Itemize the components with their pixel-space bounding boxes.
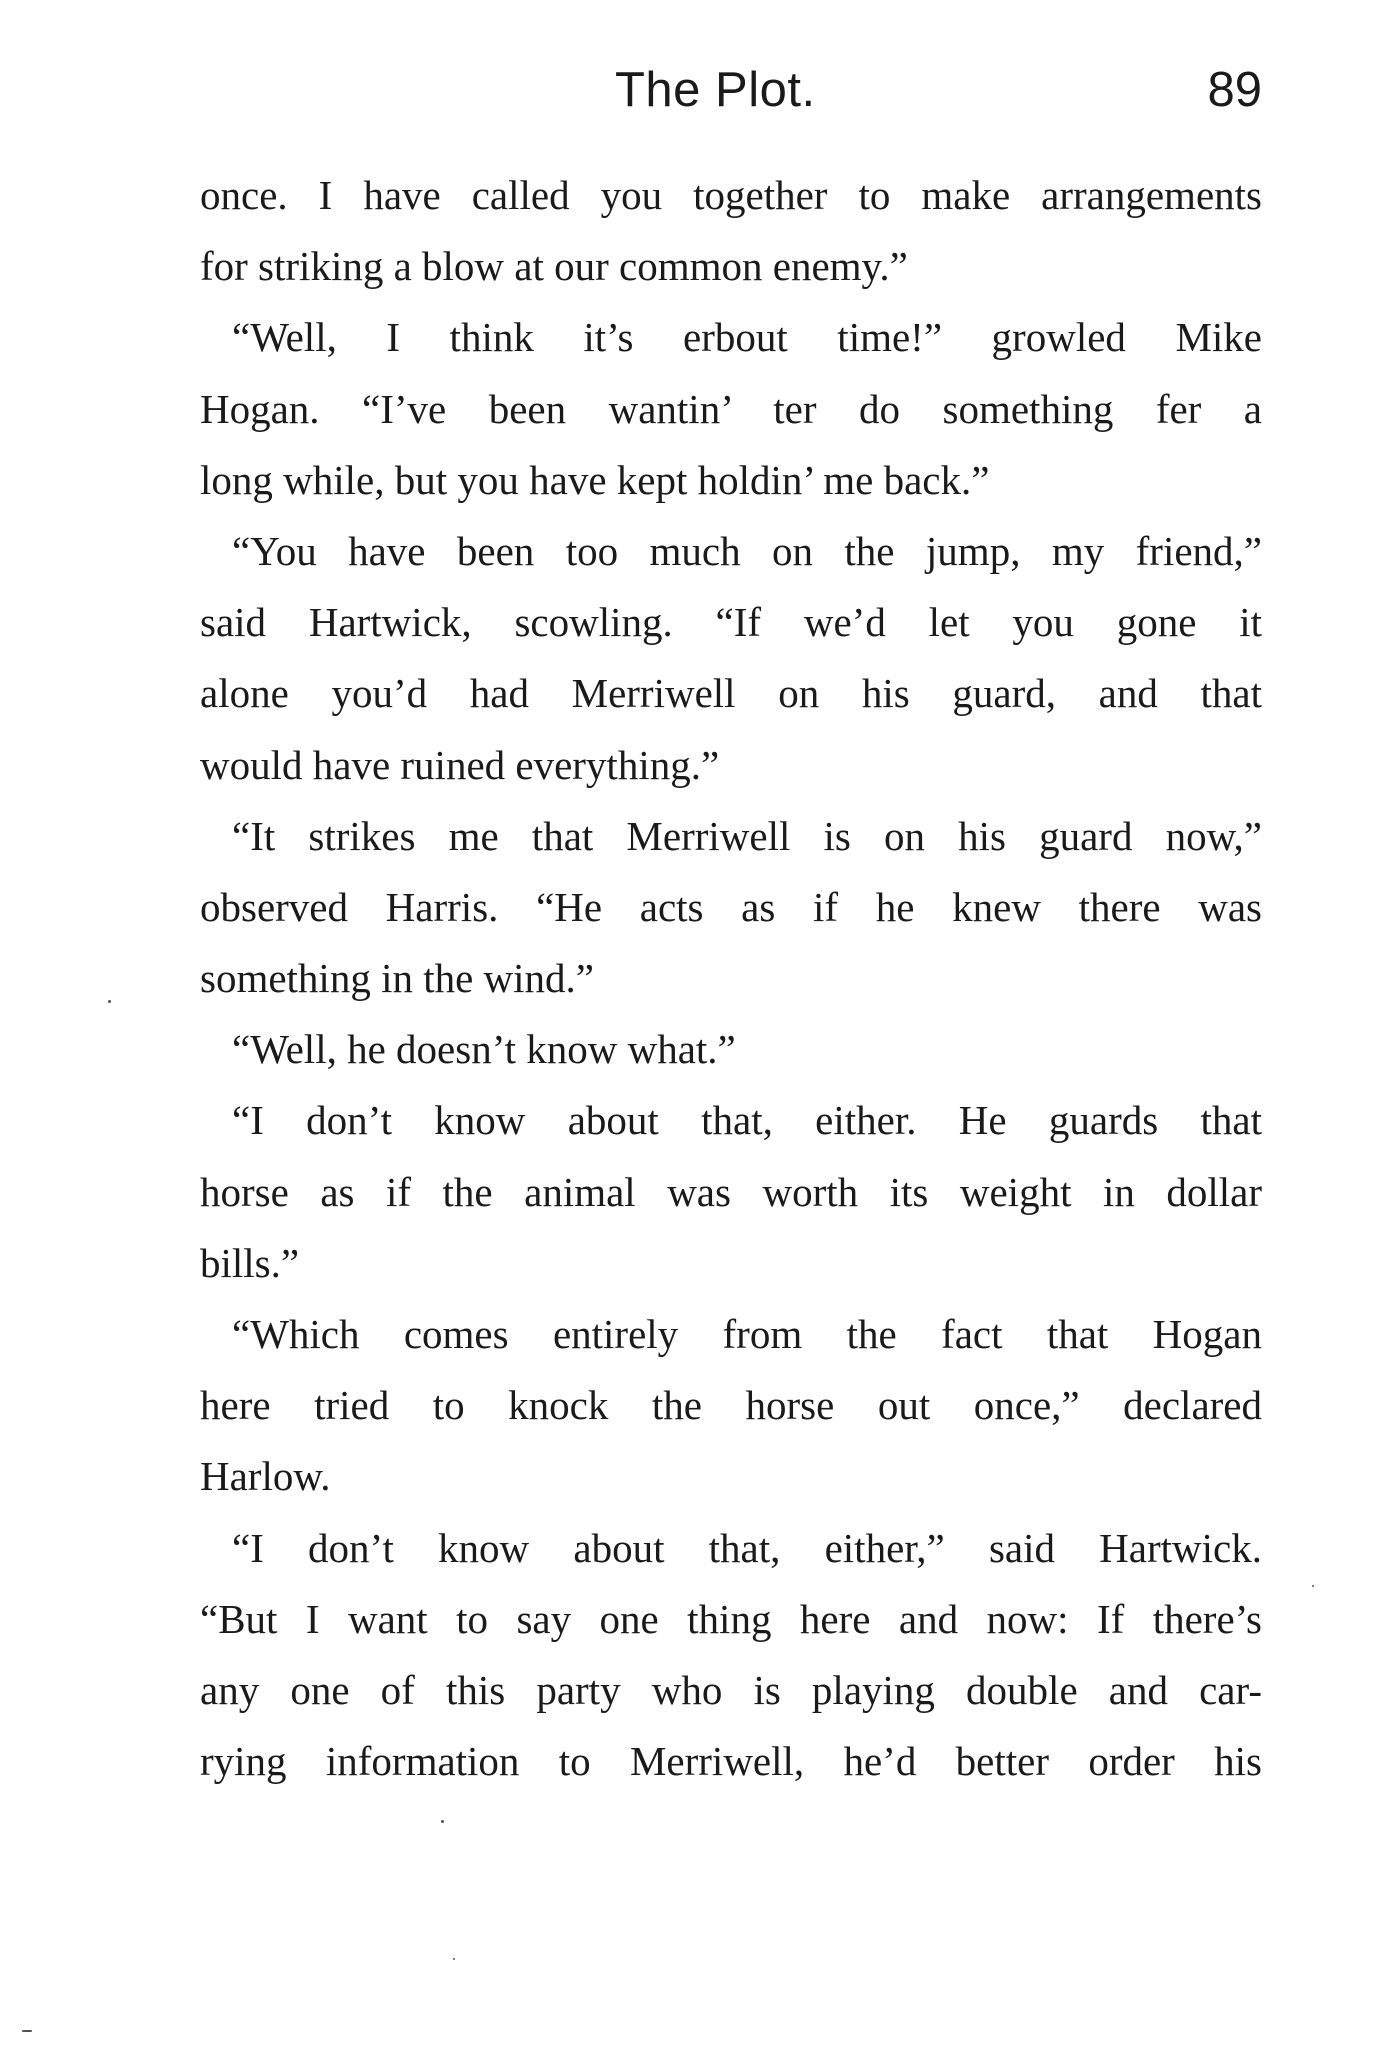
- paper-speck: [108, 1000, 111, 1003]
- text-line: Hogan. “I’ve been wantin’ ter do something fer a: [200, 385, 1262, 432]
- text-line: Harlow.: [200, 1453, 331, 1500]
- text-line: something in the wind.”: [200, 955, 595, 1002]
- text-line: “You have been too much on the jump, my friend,”: [232, 527, 1262, 574]
- paper-speck: [22, 2030, 32, 2032]
- text-line: rying information to Merriwell, he’d better order his: [200, 1738, 1262, 1785]
- page-number: 89: [1207, 63, 1262, 117]
- text-line: once. I have called you together to make arrangements: [200, 172, 1262, 218]
- text-line: “But I want to say one thing here and now: If there’s: [200, 1595, 1262, 1642]
- text-line: bills.”: [200, 1239, 300, 1286]
- text-line: observed Harris. “He acts as if he knew there was: [200, 883, 1262, 930]
- paper-speck: [441, 1820, 444, 1823]
- text-line: said Hartwick, scowling. “If we’d let you gone it: [200, 599, 1262, 646]
- text-line: for striking a blow at our common enemy.”: [200, 243, 908, 290]
- text-line: long while, but you have kept holdin’ me back.”: [200, 456, 990, 503]
- body-text: [200, 160, 1262, 1797]
- text-line: “Well, I think it’s erbout time!” growled Mike: [232, 314, 1262, 361]
- text-line: horse as if the animal was worth its weight in dollar: [200, 1168, 1262, 1215]
- text-line: “It strikes me that Merriwell is on his guard now,”: [232, 812, 1262, 859]
- paper-speck: [453, 1958, 455, 1960]
- chapter-title: The Plot.: [615, 63, 816, 117]
- text-line: “Which comes entirely from the fact that Hogan: [232, 1311, 1262, 1357]
- text-line: “I don’t know about that, either,” said Hartwick.: [232, 1524, 1262, 1571]
- paper-speck: [1312, 1585, 1314, 1587]
- text-line: “I don’t know about that, either. He guards that: [232, 1097, 1262, 1144]
- text-line: “Well, he doesn’t know what.”: [232, 1026, 736, 1073]
- text-line: would have ruined everything.”: [200, 741, 720, 788]
- running-head: [200, 62, 1262, 132]
- text-line: alone you’d had Merriwell on his guard, and that: [200, 670, 1262, 717]
- text-line: here tried to knock the horse out once,” declared: [200, 1382, 1262, 1429]
- text-line: any one of this party who is playing double and car-: [200, 1666, 1262, 1713]
